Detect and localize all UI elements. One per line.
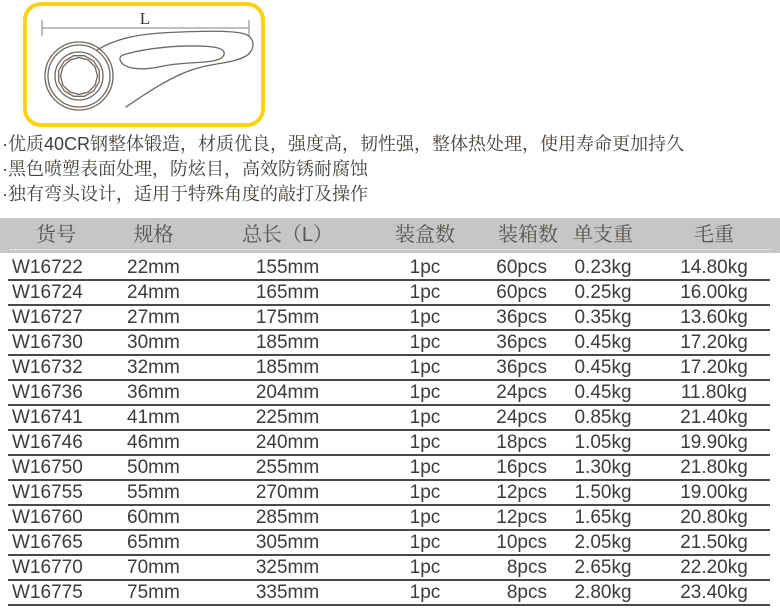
table-cell: 12pcs (496, 482, 547, 503)
column-header: 单支重 (573, 224, 633, 246)
ring-rim (48, 45, 110, 107)
table-cell: 36pcs (496, 307, 547, 328)
table-row (0, 406, 780, 431)
table-cell: 75mm (127, 582, 180, 603)
table-cell: 204mm (255, 382, 320, 403)
table-cell: 8pcs (506, 557, 547, 578)
table-cell: 70mm (127, 557, 180, 578)
table-cell: 2.80kg (574, 582, 632, 603)
table-cell: 1pc (409, 507, 441, 528)
table-cell: 41mm (127, 407, 180, 428)
table-cell: 8pcs (506, 582, 547, 603)
table-row (0, 306, 780, 331)
feature-list (2, 132, 780, 207)
table-cell: 22mm (127, 257, 180, 278)
table-cell: 1pc (409, 332, 441, 353)
table-cell: 21.80kg (680, 457, 748, 478)
table-cell: 24pcs (496, 407, 547, 428)
table-row (0, 256, 780, 281)
table-cell: 1.05kg (574, 432, 632, 453)
table-cell: 21.50kg (680, 532, 748, 553)
table-cell: W16730 (12, 332, 83, 353)
table-cell: 1pc (409, 282, 441, 303)
product-diagram-box (23, 2, 265, 127)
table-cell: W16732 (12, 357, 83, 378)
wrench-drawing-icon (27, 6, 261, 123)
table-cell: W16770 (12, 557, 83, 578)
table-cell: 65mm (127, 532, 180, 553)
column-header: 总长（L） (241, 224, 334, 246)
table-cell: 20.80kg (680, 507, 748, 528)
table-cell: 60mm (127, 507, 180, 528)
table-cell: 1pc (409, 482, 441, 503)
table-cell: 32mm (127, 357, 180, 378)
table-cell: 165mm (255, 282, 320, 303)
table-cell: 270mm (255, 482, 320, 503)
table-cell: 24pcs (496, 382, 547, 403)
table-cell: 18pcs (496, 432, 547, 453)
table-cell: W16746 (12, 432, 83, 453)
table-cell: 1pc (409, 557, 441, 578)
table-cell: 155mm (255, 257, 320, 278)
table-cell: 335mm (255, 582, 320, 603)
table-cell: 13.60kg (680, 307, 748, 328)
table-cell: 285mm (255, 507, 320, 528)
table-row (0, 481, 780, 506)
table-body (0, 256, 780, 606)
table-cell: W16722 (12, 257, 83, 278)
table-cell: 1pc (409, 257, 441, 278)
table-cell: 240mm (255, 432, 320, 453)
table-cell: 36pcs (496, 332, 547, 353)
ring-12pt-inner (61, 58, 98, 95)
table-cell: 255mm (255, 457, 320, 478)
table-cell: 325mm (255, 557, 320, 578)
table-cell: 0.25kg (574, 282, 632, 303)
table-cell: 1pc (409, 407, 441, 428)
table-cell: 305mm (255, 532, 320, 553)
table-cell: 1.65kg (574, 507, 632, 528)
table-cell: 185mm (255, 357, 320, 378)
table-cell: W16755 (12, 482, 83, 503)
ring-bore (55, 52, 103, 100)
table-cell: 16pcs (496, 457, 547, 478)
table-cell: 0.85kg (574, 407, 632, 428)
table-cell: 175mm (255, 307, 320, 328)
table-cell: 21.40kg (680, 407, 748, 428)
column-header: 装盒数 (395, 224, 455, 246)
table-cell: 0.45kg (574, 382, 632, 403)
table-row (0, 456, 780, 481)
table-cell: 30mm (127, 332, 180, 353)
table-cell: W16741 (12, 407, 83, 428)
table-cell: 1.50kg (574, 482, 632, 503)
table-cell: 10pcs (496, 532, 547, 553)
column-header: 货号 (36, 224, 76, 246)
table-cell: 19.90kg (680, 432, 748, 453)
table-cell: 55mm (127, 482, 180, 503)
table-cell: W16760 (12, 507, 83, 528)
table-cell: W16750 (12, 457, 83, 478)
table-cell: 50mm (127, 457, 180, 478)
column-header: 毛重 (694, 224, 734, 246)
column-header: 规格 (133, 224, 174, 246)
table-cell: 2.05kg (574, 532, 632, 553)
dimension-label: L (139, 9, 151, 28)
table-cell: 1.30kg (574, 457, 632, 478)
table-cell: 0.23kg (574, 257, 632, 278)
ring-12pt-outer (59, 56, 100, 97)
table-cell: 1pc (409, 432, 441, 453)
table-cell: 17.20kg (680, 332, 748, 353)
table-row (0, 431, 780, 456)
table-cell: 36pcs (496, 357, 547, 378)
table-cell: W16736 (12, 382, 83, 403)
table-cell: 185mm (255, 332, 320, 353)
table-header-row (0, 218, 780, 253)
table-row (0, 381, 780, 406)
table-cell: W16765 (12, 532, 83, 553)
table-cell: 22.20kg (680, 557, 748, 578)
table-row (0, 506, 780, 531)
table-cell: 225mm (255, 407, 320, 428)
table-cell: 36mm (127, 382, 180, 403)
table-cell: W16775 (12, 582, 83, 603)
table-cell: 14.80kg (680, 257, 748, 278)
feature-item: ·独有弯头设计，适用于特殊角度的敲打及操作 (2, 184, 368, 204)
table-cell: 2.65kg (574, 557, 632, 578)
column-header: 装箱数 (498, 224, 558, 246)
table-row (0, 331, 780, 356)
spec-table (0, 218, 780, 606)
table-cell: 60pcs (496, 257, 547, 278)
table-cell: 17.20kg (680, 357, 748, 378)
table-cell: 11.80kg (680, 382, 748, 403)
table-cell: 27mm (127, 307, 180, 328)
table-row (0, 531, 780, 556)
table-cell: W16724 (12, 282, 83, 303)
table-cell: 19.00kg (680, 482, 748, 503)
table-row (0, 556, 780, 581)
table-cell: W16727 (12, 307, 83, 328)
table-cell: 60pcs (496, 282, 547, 303)
table-cell: 23.40kg (680, 582, 748, 603)
table-cell: 12pcs (496, 507, 547, 528)
table-cell: 1pc (409, 307, 441, 328)
table-cell: 0.35kg (574, 307, 632, 328)
feature-item: ·黑色喷塑表面处理，防炫目，高效防锈耐腐蚀 (2, 159, 368, 179)
table-cell: 0.45kg (574, 357, 632, 378)
table-cell: 0.45kg (574, 332, 632, 353)
table-cell: 1pc (409, 582, 441, 603)
feature-item: ·优质40CR钢整体锻造，材质优良，强度高，韧性强，整体热处理，使用寿命更加持久 (2, 134, 685, 154)
table-row (0, 356, 780, 381)
table-cell: 1pc (409, 532, 441, 553)
table-row (0, 281, 780, 306)
table-cell: 24mm (127, 282, 180, 303)
table-cell: 1pc (409, 382, 441, 403)
table-row (0, 581, 780, 606)
table-cell: 1pc (409, 457, 441, 478)
table-cell: 16.00kg (680, 282, 748, 303)
table-cell: 1pc (409, 357, 441, 378)
handle-outline (97, 31, 253, 107)
table-cell: 46mm (127, 432, 180, 453)
